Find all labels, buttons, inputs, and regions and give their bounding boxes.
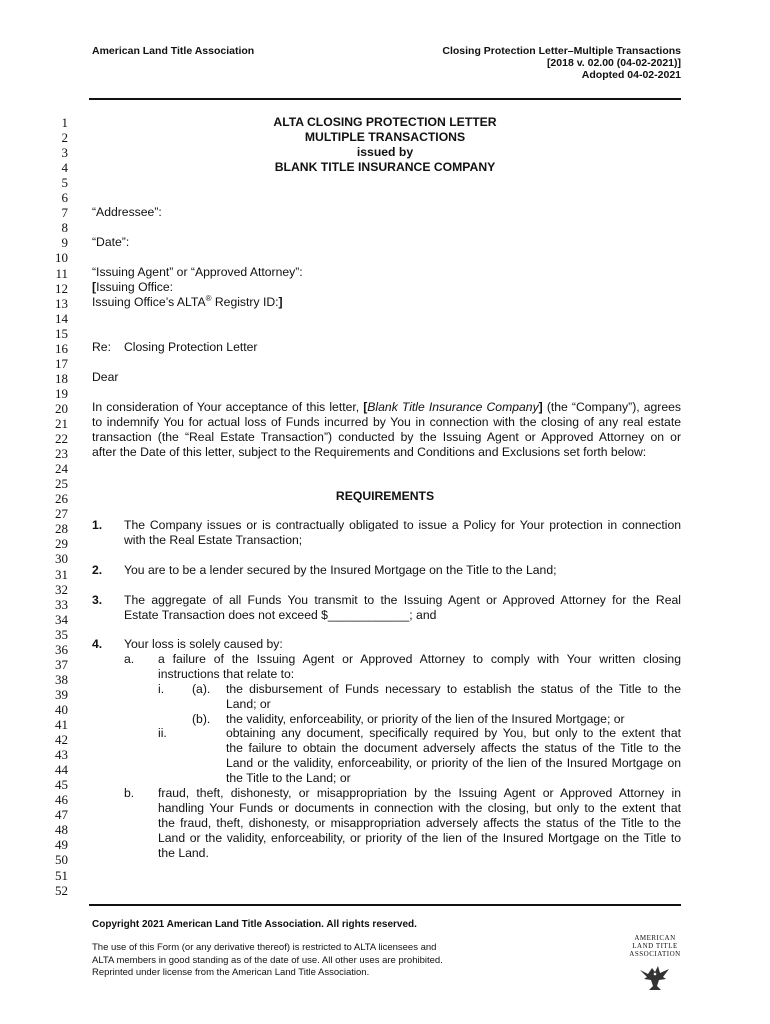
document-title-line-3: issued by xyxy=(356,145,414,159)
item-b-line-4: Land or the validity, enforceability, or priority of the lien of the Insured Mortgage on the Title to xyxy=(158,831,681,845)
document-title-line-1: ALTA CLOSING PROTECTION LETTER xyxy=(273,115,497,129)
line-number: 47 xyxy=(55,807,68,823)
intro-line-2: to indemnify You for actual loss of Funds incurred by You in connection with the closing of any real estate xyxy=(92,415,681,429)
item-ib-line-1: the validity, enforceability, or priority of the lien of the Insured Mortgage; or xyxy=(226,712,625,726)
line-number: 14 xyxy=(55,310,68,326)
copyright-notice: Copyright 2021 American Land Title Association. All rights reserved. xyxy=(92,919,417,930)
line-number: 51 xyxy=(55,867,68,883)
issuing-agent-field: “Issuing Agent” or “Approved Attorney”: xyxy=(92,265,303,279)
intro-text: (the “Company”), agrees xyxy=(542,400,681,414)
header-adopted: Adopted 04-02-2021 xyxy=(581,69,681,81)
line-number: 44 xyxy=(55,762,68,778)
line-number: 4 xyxy=(61,160,68,176)
item-b-line-3: the fraud, theft, dishonesty, or misappropriation adversely affects the status of the Title to the xyxy=(158,816,681,830)
usage-line-3: Reprinted under license from the American Land Title Association. xyxy=(92,967,370,978)
document-title-line-4: BLANK TITLE INSURANCE COMPANY xyxy=(274,160,496,174)
requirements-heading: REQUIREMENTS xyxy=(335,489,435,503)
item-ib-label: (b). xyxy=(192,712,211,726)
item-b-line-1: fraud, theft, dishonesty, or misappropriation by the Issuing Agent or Approved Attorney in xyxy=(158,786,681,800)
item-ii-line-1: obtaining any document, specifically required by You, but only to the extent that xyxy=(226,726,681,740)
line-number: 16 xyxy=(55,340,68,356)
header-rule xyxy=(89,98,681,100)
line-number: 13 xyxy=(55,295,68,311)
requirement-2-number: 2. xyxy=(92,563,103,577)
company-name: Blank Title Insurance Company xyxy=(367,400,539,414)
line-number: 32 xyxy=(55,581,68,597)
line-number: 48 xyxy=(55,822,68,838)
usage-notice xyxy=(92,942,443,980)
registry-label: Issuing Office’s ALTA xyxy=(92,295,206,309)
line-number: 21 xyxy=(55,416,68,431)
issuing-office-label: Issuing Office: xyxy=(96,280,174,294)
header-form-info xyxy=(442,45,681,81)
line-number: 22 xyxy=(55,431,68,447)
requirement-1-line-1: The Company issues or is contractually obligated to issue a Policy for Your protection in connection xyxy=(124,518,681,532)
item-ii-line-4: the Title to the Land; or xyxy=(226,771,351,785)
item-ii-label: ii. xyxy=(158,726,167,740)
line-number: 52 xyxy=(55,882,68,898)
item-ia-line-2: Land; or xyxy=(226,697,271,711)
document-title-line-2: MULTIPLE TRANSACTIONS xyxy=(304,130,466,144)
line-number: 26 xyxy=(55,491,68,507)
line-number: 10 xyxy=(55,250,68,266)
item-b-line-2: handling Your Funds or documents in connection with the closing, but only to the extent that xyxy=(158,801,681,815)
requirement-3-line-1: The aggregate of all Funds You transmit to the Issuing Agent or Approved Attorney for the Real xyxy=(124,593,681,607)
usage-line-2: ALTA members in good standing as of the date of use. All other uses are prohibited. xyxy=(92,954,443,966)
line-number: 33 xyxy=(55,596,68,612)
requirement-1-line-2: with the Real Estate Transaction; xyxy=(124,533,303,547)
item-a-line-1: a failure of the Issuing Agent or Approved Attorney to comply with Your written closing xyxy=(158,652,681,666)
line-number: 15 xyxy=(55,325,68,341)
eagle-icon xyxy=(638,962,672,992)
registry-id-field xyxy=(92,295,283,310)
line-number: 38 xyxy=(55,671,68,687)
line-number: 42 xyxy=(55,732,68,748)
line-number: 25 xyxy=(55,476,68,492)
requirement-4-line-1: Your loss is solely caused by: xyxy=(124,637,283,651)
addressee-field: “Addressee”: xyxy=(92,205,162,219)
line-number: 27 xyxy=(55,506,68,522)
line-number: 17 xyxy=(55,355,68,371)
line-number: 19 xyxy=(55,385,68,401)
line-number: 50 xyxy=(55,852,68,868)
item-a-label: a. xyxy=(124,652,135,666)
header-form-name: Closing Protection Letter–Multiple Transactions xyxy=(442,45,681,57)
logo-text-3: ASSOCIATION xyxy=(629,950,681,958)
intro-line-1 xyxy=(92,400,681,415)
requirement-4-number: 4. xyxy=(92,637,103,651)
bracket-open: [ xyxy=(92,280,97,294)
bracket-close: ] xyxy=(278,295,283,309)
item-ia-label: (a). xyxy=(192,682,211,696)
line-number: 1 xyxy=(61,115,68,130)
usage-line-1: The use of this Form (or any derivative thereof) is restricted to ALTA licensees and xyxy=(92,942,437,953)
item-ii-line-3: Land or the validity, enforceability, or priority of the lien of the Insured Mortgage on xyxy=(226,756,681,770)
intro-line-3: transaction (the “Real Estate Transaction”) conducted by the Issuing Agent or Approved Attorney on or xyxy=(92,430,681,444)
line-number: 35 xyxy=(55,626,68,642)
re-subject: Closing Protection Letter xyxy=(124,340,258,354)
item-i-label: i. xyxy=(158,682,165,696)
line-number: 8 xyxy=(61,220,68,236)
requirement-2-line-1: You are to be a lender secured by the Insured Mortgage on the Title to the Land; xyxy=(124,563,557,577)
bracket-open: [ xyxy=(363,400,368,414)
item-b-line-5: the Land. xyxy=(158,846,209,860)
registered-mark: ® xyxy=(205,293,212,303)
line-number: 29 xyxy=(55,536,68,552)
item-ia-line-1: the disbursement of Funds necessary to establish the status of the Title to the xyxy=(226,682,681,696)
line-number: 24 xyxy=(55,461,68,477)
issuing-office-field xyxy=(92,280,173,295)
line-number: 36 xyxy=(55,641,68,657)
line-number: 40 xyxy=(55,701,68,717)
item-a-line-2: instructions that relate to: xyxy=(158,667,295,681)
intro-text: In consideration of Your acceptance of this letter, xyxy=(92,400,364,414)
line-number: 41 xyxy=(55,717,68,732)
date-field: “Date”: xyxy=(92,235,130,249)
line-number: 28 xyxy=(55,521,68,537)
footer-rule xyxy=(89,904,681,906)
line-number: 31 xyxy=(55,566,68,582)
line-number: 9 xyxy=(61,235,68,251)
line-number: 11 xyxy=(55,265,68,281)
line-number: 37 xyxy=(55,656,68,672)
line-number: 20 xyxy=(55,400,68,416)
item-ii-line-2: the failure to obtain the document adversely affects the status of the Title to the xyxy=(226,741,681,755)
bracket-close: ] xyxy=(538,400,543,414)
line-number: 6 xyxy=(61,190,68,206)
logo-text-1: AMERICAN xyxy=(634,934,676,942)
line-number: 34 xyxy=(55,611,68,627)
line-number: 2 xyxy=(61,130,68,146)
requirement-3-line-2: Estate Transaction does not exceed $____________; and xyxy=(124,608,437,622)
item-b-label: b. xyxy=(124,786,135,800)
alta-logo xyxy=(620,922,690,997)
line-number: 39 xyxy=(55,686,68,702)
requirement-1-number: 1. xyxy=(92,518,103,532)
line-number: 18 xyxy=(55,370,68,386)
line-number: 3 xyxy=(61,145,68,161)
line-number: 23 xyxy=(55,446,68,462)
line-number: 7 xyxy=(61,205,68,221)
requirement-3-number: 3. xyxy=(92,593,103,607)
line-number: 45 xyxy=(55,777,68,793)
intro-line-4: after the Date of this letter, subject to the Requirements and Conditions and Exclusions set forth below: xyxy=(92,445,647,459)
header-organization: American Land Title Association xyxy=(92,45,255,57)
line-number: 49 xyxy=(55,837,68,853)
line-number: 30 xyxy=(55,551,68,567)
logo-text-2: LAND TITLE xyxy=(632,942,678,950)
line-number: 46 xyxy=(55,792,68,808)
re-label: Re: xyxy=(92,340,111,354)
header-version: [2018 v. 02.00 (04-02-2021)] xyxy=(546,57,681,69)
line-number: 43 xyxy=(55,747,68,763)
line-number: 12 xyxy=(55,280,68,296)
line-number: 5 xyxy=(61,175,68,191)
salutation: Dear xyxy=(92,370,119,384)
registry-label-end: Registry ID: xyxy=(211,295,279,309)
